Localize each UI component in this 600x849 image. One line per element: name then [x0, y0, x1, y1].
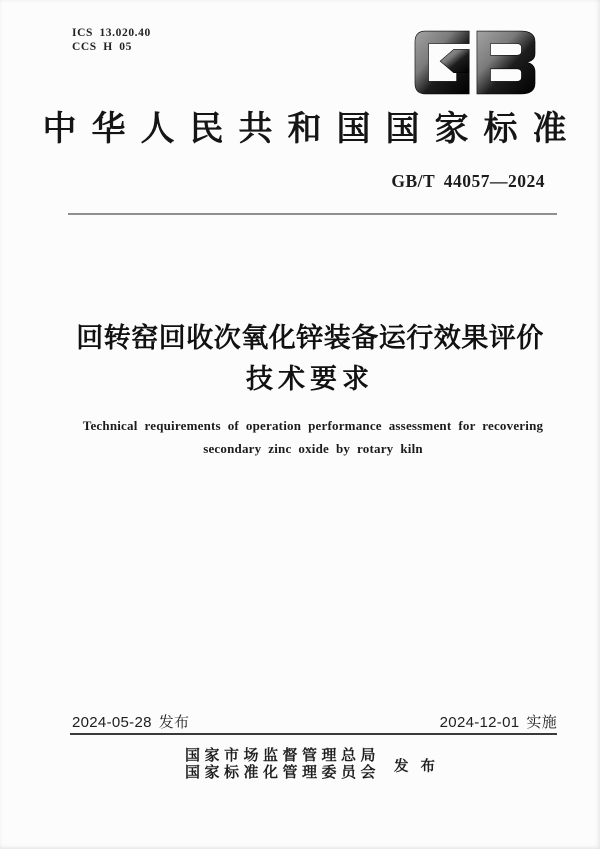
gb-logo	[414, 30, 536, 96]
masthead-divider-line	[68, 213, 557, 215]
ccs-code: CCS H 05	[72, 41, 133, 53]
standard-number: GB/T 44057—2024	[391, 171, 545, 191]
classification-codes	[72, 26, 151, 54]
document-title-en-line2: secondary zinc oxide by rotary kiln	[203, 441, 423, 456]
gb-logo-icon	[414, 30, 536, 96]
issue-date-group	[72, 711, 189, 732]
national-standard-heading: 中华人民共和国国家标准	[42, 111, 582, 148]
document-title-zh-line2: 技术要求	[246, 364, 374, 394]
implementation-label: 实施	[526, 714, 557, 731]
issuer-line2: 国家标准化管理委员会	[184, 765, 380, 781]
implementation-date: 2024-12-01	[439, 714, 520, 731]
ics-code: ICS 13.020.40	[72, 27, 151, 39]
issuer-action-label: 发布	[394, 758, 447, 775]
issue-label: 发布	[158, 714, 190, 731]
issue-date: 2024-05-28	[72, 714, 152, 731]
date-row	[72, 711, 557, 732]
issuer-line1: 国家市场监督管理总局	[184, 748, 380, 764]
document-title-en-line1: Technical requirements of operation performance assessment for recovering	[82, 418, 544, 433]
issuer-names	[185, 748, 380, 782]
issuer-row	[16, 748, 600, 782]
document-title-zh-line1: 回转窑回收次氧化锌装备运行效果评价	[76, 323, 544, 353]
footer-divider-line	[70, 733, 557, 735]
implementation-date-group	[440, 711, 557, 732]
document-title-en	[73, 414, 553, 460]
document-title-zh	[10, 318, 600, 400]
